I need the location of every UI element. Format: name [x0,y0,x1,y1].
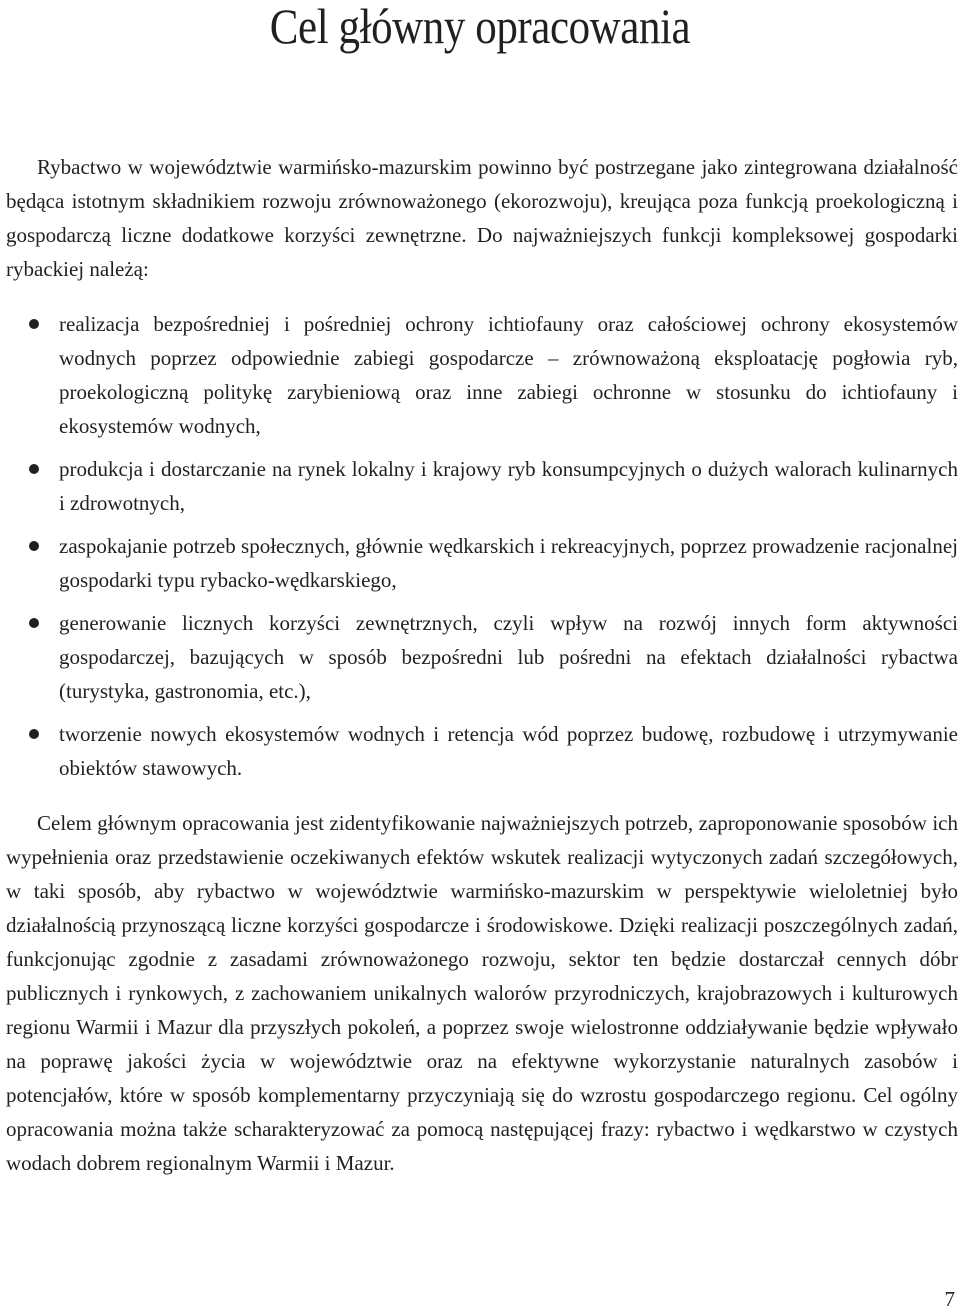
bullet-icon [29,319,39,329]
intro-paragraph: Rybactwo w województwie warmińsko-mazurskim powinno być postrzegane jako zintegrowana działalność będąca istotnym składnikiem rozwoju zrównoważonego (ekorozwoju), kreująca poza funkcją proekologiczną i gospodarczą liczne dodatkowe korzyści zewnętrzne. Do najważniejszych funkcji kompleksowej gospodarki rybackiej należą: [6,155,958,281]
list-item [6,717,958,785]
list-item-text: generowanie licznych korzyści zewnętrznych, czyli wpływ na rozwój innych form aktywności gospodarczej, bazujących w sposób bezpośredni lub pośredni na efektach działalności rybactwa (turystyka, gastronomia, etc.), [59,611,958,703]
bullet-icon [29,541,39,551]
bullet-icon [29,464,39,474]
bullet-icon [29,729,39,739]
bullet-icon [29,618,39,628]
page-number: 7 [944,1287,955,1311]
list-item-text: tworzenie nowych ekosystemów wodnych i retencja wód poprzez budowę, rozbudowę i utrzymywanie obiektów stawowych. [59,722,958,780]
page-title: Cel główny opracowania [269,0,691,54]
list-item [6,529,958,597]
body-text [6,150,958,1180]
list-item [6,606,958,708]
list-item [6,452,958,520]
functions-list [6,307,958,785]
list-item-text: zaspokajanie potrzeb społecznych, głównie wędkarskich i rekreacyjnych, poprzez prowadzenie racjonalnej gospodarki typu rybacko-wędkarskiego, [59,534,958,592]
list-item [6,307,958,443]
list-item-text: produkcja i dostarczanie na rynek lokalny i krajowy ryb konsumpcyjnych o dużych walorach kulinarnych i zdrowotnych, [59,457,958,515]
goal-paragraph: Celem głównym opracowania jest zidentyfikowanie najważniejszych potrzeb, zaproponowanie sposobów ich wypełnienia oraz przedstawienie oczekiwanych efektów wskutek realizacji wytyczonych zadań szczegółowych, w taki sposób, aby rybactwo w województwie warmińsko-mazurskim w perspektywie wieloletniej było działalnością przynoszącą liczne korzyści gospodarcze i środowiskowe. Dzięki realizacji poszczególnych zadań, funkcjonując zgodnie z zasadami zrównoważonego rozwoju, sektor ten będzie dostarczał cennych dóbr publicznych i rynkowych, z zachowaniem unikalnych walorów przyrodniczych, krajobrazowych i kulturowych regionu Warmii i Mazur dla przyszłych pokoleń, a poprzez swoje wielostronne oddziaływanie będzie wpływało na poprawę jakości życia w województwie oraz na efektywne wykorzystanie naturalnych zasobów i potencjałów, które w sposób komplementarny przyczyniają się do wzrostu gospodarczego regionu. Cel ogólny opracowania można także scharakteryzować za pomocą następującej frazy: rybactwo i wędkarstwo w czystych wodach dobrem regionalnym Warmii i Mazur. [6,811,958,1175]
list-item-text: realizacja bezpośredniej i pośredniej ochrony ichtiofauny oraz całościowej ochrony ekosystemów wodnych poprzez odpowiednie zabiegi gospodarcze – zrównoważoną eksploatację pogłowia ryb, proekologiczną politykę zarybieniową oraz inne zabiegi ochronne w stosunku do ichtiofauny i ekosystemów wodnych, [59,312,958,438]
